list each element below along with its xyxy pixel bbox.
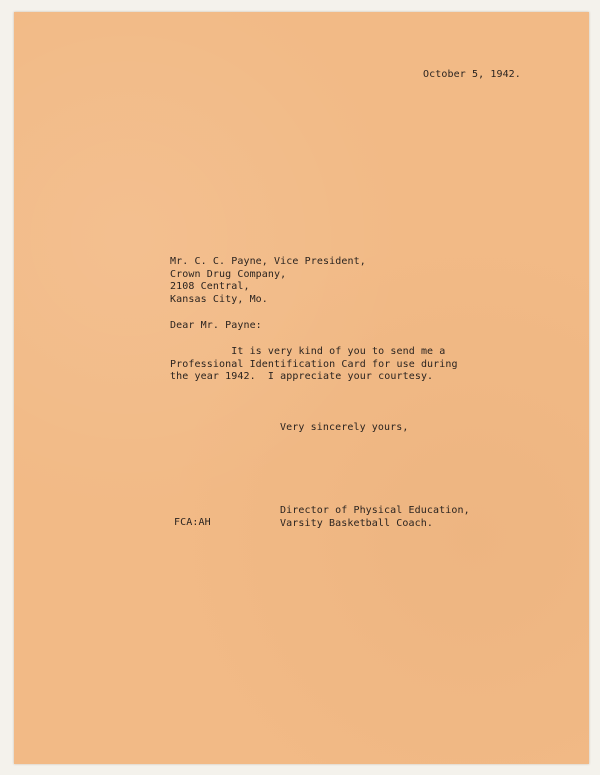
letter-paper [14,12,589,764]
recipient-line: Kansas City, Mo. [170,293,268,305]
letter-body [170,346,458,384]
closing: Very sincerely yours, [280,422,409,433]
body-line: Professional Identification Card for use during [170,358,458,370]
signature-title-line: Director of Physical Education, [280,505,470,516]
reference-initials: FCA:AH [174,517,211,528]
body-line: It is very kind of you to send me a [170,346,446,357]
body-line: the year 1942. I appreciate your courtesy. [170,371,434,382]
recipient-line: Crown Drug Company, [170,268,287,280]
recipient-line: 2108 Central, [170,281,250,292]
recipient-line: Mr. C. C. Payne, Vice President, [170,256,366,267]
recipient-address [170,256,366,306]
signature-title-line: Varsity Basketball Coach. [280,517,434,529]
salutation: Dear Mr. Payne: [170,320,262,331]
letter-date: October 5, 1942. [423,69,521,80]
signature-title [280,505,470,530]
